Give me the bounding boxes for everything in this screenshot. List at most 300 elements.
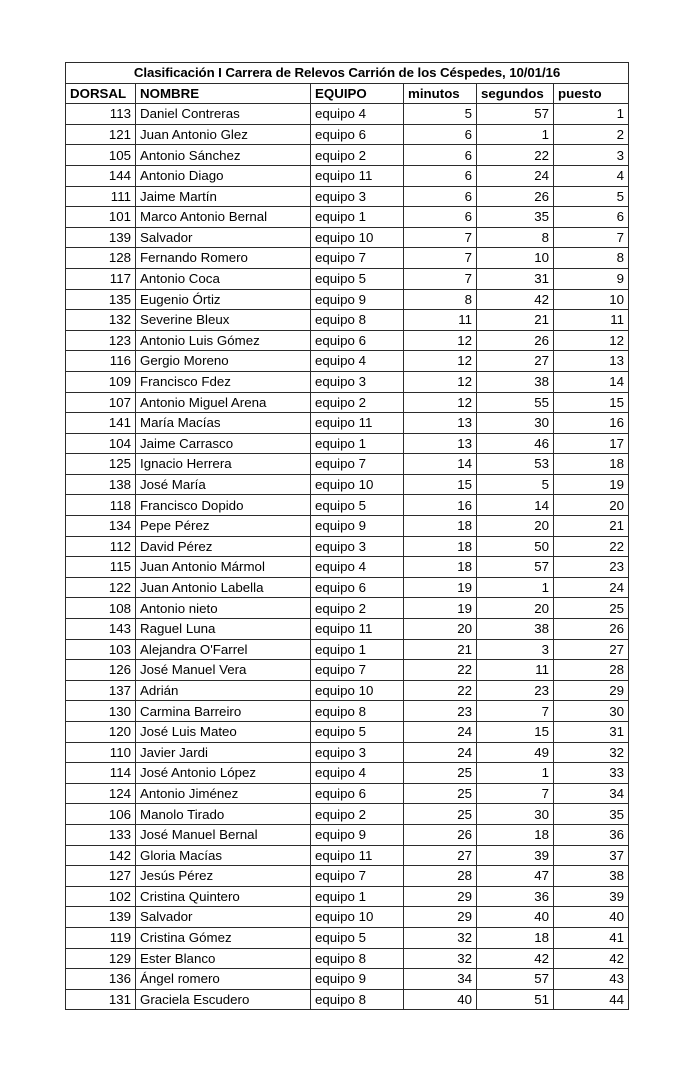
- cell-nombre: José María: [136, 474, 311, 495]
- cell-puesto: 30: [554, 701, 629, 722]
- cell-equipo: equipo 3: [311, 186, 404, 207]
- table-row: [66, 577, 629, 598]
- cell-puesto: 3: [554, 145, 629, 166]
- cell-equipo: equipo 6: [311, 124, 404, 145]
- cell-puesto: 6: [554, 207, 629, 228]
- table-row: [66, 948, 629, 969]
- cell-nombre: Jaime Carrasco: [136, 433, 311, 454]
- column-header-puesto: puesto: [554, 83, 629, 104]
- cell-nombre: Eugenio Órtiz: [136, 289, 311, 310]
- cell-nombre: Marco Antonio Bernal: [136, 207, 311, 228]
- table-row: [66, 907, 629, 928]
- cell-nombre: Antonio Coca: [136, 268, 311, 289]
- cell-dorsal: 110: [66, 742, 136, 763]
- cell-puesto: 39: [554, 886, 629, 907]
- cell-nombre: Salvador: [136, 227, 311, 248]
- cell-nombre: Pepe Pérez: [136, 516, 311, 537]
- cell-puesto: 24: [554, 577, 629, 598]
- cell-nombre: Juan Antonio Labella: [136, 577, 311, 598]
- table-row: [66, 516, 629, 537]
- cell-puesto: 36: [554, 824, 629, 845]
- cell-puesto: 31: [554, 722, 629, 743]
- cell-equipo: equipo 6: [311, 783, 404, 804]
- cell-puesto: 9: [554, 268, 629, 289]
- cell-equipo: equipo 10: [311, 474, 404, 495]
- cell-nombre: Ángel romero: [136, 969, 311, 990]
- cell-puesto: 25: [554, 598, 629, 619]
- cell-segundos: 40: [477, 907, 554, 928]
- cell-nombre: David Pérez: [136, 536, 311, 557]
- cell-equipo: equipo 11: [311, 413, 404, 434]
- cell-nombre: Manolo Tirado: [136, 804, 311, 825]
- cell-minutos: 6: [404, 165, 477, 186]
- cell-puesto: 35: [554, 804, 629, 825]
- cell-equipo: equipo 8: [311, 701, 404, 722]
- cell-segundos: 1: [477, 124, 554, 145]
- cell-equipo: equipo 4: [311, 557, 404, 578]
- cell-puesto: 10: [554, 289, 629, 310]
- cell-segundos: 49: [477, 742, 554, 763]
- table-row: [66, 557, 629, 578]
- cell-equipo: equipo 1: [311, 207, 404, 228]
- cell-segundos: 26: [477, 330, 554, 351]
- cell-nombre: Raguel Luna: [136, 619, 311, 640]
- table-row: [66, 536, 629, 557]
- cell-nombre: Jesús Pérez: [136, 866, 311, 887]
- cell-minutos: 19: [404, 598, 477, 619]
- cell-equipo: equipo 2: [311, 392, 404, 413]
- table-row: [66, 145, 629, 166]
- cell-segundos: 18: [477, 927, 554, 948]
- cell-nombre: Cristina Quintero: [136, 886, 311, 907]
- cell-dorsal: 134: [66, 516, 136, 537]
- cell-segundos: 31: [477, 268, 554, 289]
- cell-minutos: 12: [404, 351, 477, 372]
- cell-segundos: 57: [477, 969, 554, 990]
- cell-puesto: 28: [554, 660, 629, 681]
- cell-puesto: 32: [554, 742, 629, 763]
- cell-equipo: equipo 2: [311, 598, 404, 619]
- cell-equipo: equipo 6: [311, 577, 404, 598]
- cell-segundos: 26: [477, 186, 554, 207]
- column-header-segundos: segundos: [477, 83, 554, 104]
- cell-minutos: 24: [404, 742, 477, 763]
- cell-segundos: 57: [477, 104, 554, 125]
- cell-nombre: Jaime Martín: [136, 186, 311, 207]
- cell-minutos: 29: [404, 886, 477, 907]
- cell-nombre: Cristina Gómez: [136, 927, 311, 948]
- cell-dorsal: 139: [66, 227, 136, 248]
- cell-puesto: 33: [554, 763, 629, 784]
- cell-puesto: 2: [554, 124, 629, 145]
- cell-minutos: 34: [404, 969, 477, 990]
- column-header-nombre: NOMBRE: [136, 83, 311, 104]
- cell-minutos: 6: [404, 207, 477, 228]
- cell-equipo: equipo 7: [311, 866, 404, 887]
- cell-minutos: 6: [404, 124, 477, 145]
- cell-minutos: 22: [404, 680, 477, 701]
- table-row: [66, 886, 629, 907]
- cell-puesto: 11: [554, 310, 629, 331]
- cell-puesto: 8: [554, 248, 629, 269]
- cell-minutos: 13: [404, 413, 477, 434]
- cell-minutos: 13: [404, 433, 477, 454]
- cell-minutos: 16: [404, 495, 477, 516]
- cell-minutos: 12: [404, 371, 477, 392]
- table-row: [66, 927, 629, 948]
- cell-dorsal: 130: [66, 701, 136, 722]
- cell-equipo: equipo 1: [311, 433, 404, 454]
- cell-dorsal: 124: [66, 783, 136, 804]
- cell-puesto: 1: [554, 104, 629, 125]
- cell-nombre: Alejandra O'Farrel: [136, 639, 311, 660]
- cell-dorsal: 107: [66, 392, 136, 413]
- cell-nombre: Juan Antonio Mármol: [136, 557, 311, 578]
- cell-puesto: 19: [554, 474, 629, 495]
- cell-equipo: equipo 10: [311, 907, 404, 928]
- cell-dorsal: 120: [66, 722, 136, 743]
- cell-dorsal: 105: [66, 145, 136, 166]
- cell-minutos: 22: [404, 660, 477, 681]
- cell-segundos: 30: [477, 804, 554, 825]
- cell-equipo: equipo 9: [311, 289, 404, 310]
- cell-segundos: 15: [477, 722, 554, 743]
- cell-dorsal: 103: [66, 639, 136, 660]
- cell-minutos: 28: [404, 866, 477, 887]
- cell-minutos: 20: [404, 619, 477, 640]
- cell-dorsal: 141: [66, 413, 136, 434]
- column-header-equipo: EQUIPO: [311, 83, 404, 104]
- cell-segundos: 18: [477, 824, 554, 845]
- cell-puesto: 12: [554, 330, 629, 351]
- cell-equipo: equipo 8: [311, 948, 404, 969]
- cell-dorsal: 142: [66, 845, 136, 866]
- cell-puesto: 23: [554, 557, 629, 578]
- table-row: [66, 104, 629, 125]
- cell-segundos: 23: [477, 680, 554, 701]
- cell-equipo: equipo 11: [311, 845, 404, 866]
- cell-nombre: José Luis Mateo: [136, 722, 311, 743]
- table-row: [66, 824, 629, 845]
- cell-dorsal: 143: [66, 619, 136, 640]
- cell-equipo: equipo 9: [311, 516, 404, 537]
- cell-minutos: 14: [404, 454, 477, 475]
- cell-nombre: Gloria Macías: [136, 845, 311, 866]
- cell-minutos: 7: [404, 227, 477, 248]
- table-row: [66, 248, 629, 269]
- cell-dorsal: 106: [66, 804, 136, 825]
- cell-minutos: 40: [404, 989, 477, 1010]
- cell-dorsal: 119: [66, 927, 136, 948]
- cell-minutos: 27: [404, 845, 477, 866]
- cell-equipo: equipo 3: [311, 371, 404, 392]
- cell-minutos: 18: [404, 516, 477, 537]
- cell-dorsal: 126: [66, 660, 136, 681]
- cell-equipo: equipo 4: [311, 104, 404, 125]
- table-row: [66, 371, 629, 392]
- cell-nombre: Ignacio Herrera: [136, 454, 311, 475]
- cell-equipo: equipo 2: [311, 804, 404, 825]
- cell-minutos: 32: [404, 927, 477, 948]
- cell-minutos: 25: [404, 763, 477, 784]
- cell-segundos: 5: [477, 474, 554, 495]
- cell-equipo: equipo 10: [311, 680, 404, 701]
- cell-dorsal: 118: [66, 495, 136, 516]
- cell-minutos: 23: [404, 701, 477, 722]
- cell-dorsal: 125: [66, 454, 136, 475]
- cell-dorsal: 121: [66, 124, 136, 145]
- cell-dorsal: 136: [66, 969, 136, 990]
- cell-dorsal: 123: [66, 330, 136, 351]
- cell-segundos: 30: [477, 413, 554, 434]
- cell-equipo: equipo 7: [311, 454, 404, 475]
- table-row: [66, 392, 629, 413]
- cell-equipo: equipo 4: [311, 351, 404, 372]
- cell-dorsal: 135: [66, 289, 136, 310]
- cell-nombre: José Manuel Vera: [136, 660, 311, 681]
- table-row: [66, 351, 629, 372]
- cell-segundos: 42: [477, 289, 554, 310]
- table-row: [66, 598, 629, 619]
- table-row: [66, 165, 629, 186]
- cell-dorsal: 138: [66, 474, 136, 495]
- cell-minutos: 7: [404, 268, 477, 289]
- cell-nombre: José Antonio López: [136, 763, 311, 784]
- table-row: [66, 495, 629, 516]
- classification-table: [65, 62, 629, 1010]
- cell-dorsal: 102: [66, 886, 136, 907]
- cell-segundos: 22: [477, 145, 554, 166]
- cell-nombre: Antonio Miguel Arena: [136, 392, 311, 413]
- cell-puesto: 37: [554, 845, 629, 866]
- cell-nombre: Antonio Sánchez: [136, 145, 311, 166]
- cell-equipo: equipo 5: [311, 927, 404, 948]
- cell-equipo: equipo 11: [311, 165, 404, 186]
- cell-puesto: 17: [554, 433, 629, 454]
- cell-equipo: equipo 2: [311, 145, 404, 166]
- table-row: [66, 413, 629, 434]
- cell-dorsal: 117: [66, 268, 136, 289]
- cell-dorsal: 113: [66, 104, 136, 125]
- table-row: [66, 207, 629, 228]
- cell-nombre: Daniel Contreras: [136, 104, 311, 125]
- cell-puesto: 42: [554, 948, 629, 969]
- cell-segundos: 39: [477, 845, 554, 866]
- cell-nombre: Francisco Dopido: [136, 495, 311, 516]
- cell-segundos: 42: [477, 948, 554, 969]
- cell-segundos: 24: [477, 165, 554, 186]
- cell-dorsal: 139: [66, 907, 136, 928]
- cell-minutos: 5: [404, 104, 477, 125]
- cell-puesto: 13: [554, 351, 629, 372]
- cell-dorsal: 127: [66, 866, 136, 887]
- cell-segundos: 8: [477, 227, 554, 248]
- cell-nombre: Fernando Romero: [136, 248, 311, 269]
- cell-segundos: 53: [477, 454, 554, 475]
- cell-dorsal: 116: [66, 351, 136, 372]
- cell-equipo: equipo 4: [311, 763, 404, 784]
- cell-dorsal: 104: [66, 433, 136, 454]
- cell-minutos: 18: [404, 557, 477, 578]
- cell-segundos: 47: [477, 866, 554, 887]
- cell-equipo: equipo 1: [311, 886, 404, 907]
- cell-minutos: 32: [404, 948, 477, 969]
- cell-segundos: 10: [477, 248, 554, 269]
- table-header: [66, 63, 629, 104]
- table-row: [66, 289, 629, 310]
- table-row: [66, 989, 629, 1010]
- cell-segundos: 20: [477, 516, 554, 537]
- cell-equipo: equipo 9: [311, 824, 404, 845]
- cell-puesto: 15: [554, 392, 629, 413]
- cell-dorsal: 111: [66, 186, 136, 207]
- cell-segundos: 46: [477, 433, 554, 454]
- cell-segundos: 57: [477, 557, 554, 578]
- cell-nombre: Graciela Escudero: [136, 989, 311, 1010]
- cell-minutos: 8: [404, 289, 477, 310]
- cell-puesto: 29: [554, 680, 629, 701]
- cell-equipo: equipo 7: [311, 660, 404, 681]
- cell-segundos: 1: [477, 763, 554, 784]
- table-title-row: [66, 63, 629, 84]
- cell-nombre: Ester Blanco: [136, 948, 311, 969]
- cell-puesto: 20: [554, 495, 629, 516]
- table-body: [66, 104, 629, 1010]
- cell-equipo: equipo 5: [311, 495, 404, 516]
- cell-dorsal: 108: [66, 598, 136, 619]
- cell-minutos: 6: [404, 186, 477, 207]
- table-row: [66, 227, 629, 248]
- results-table-container: [65, 62, 628, 1010]
- cell-minutos: 18: [404, 536, 477, 557]
- cell-segundos: 36: [477, 886, 554, 907]
- cell-segundos: 38: [477, 619, 554, 640]
- cell-segundos: 1: [477, 577, 554, 598]
- cell-equipo: equipo 9: [311, 969, 404, 990]
- table-row: [66, 619, 629, 640]
- cell-nombre: Salvador: [136, 907, 311, 928]
- table-row: [66, 433, 629, 454]
- cell-nombre: Carmina Barreiro: [136, 701, 311, 722]
- cell-equipo: equipo 11: [311, 619, 404, 640]
- cell-dorsal: 133: [66, 824, 136, 845]
- cell-nombre: Juan Antonio Glez: [136, 124, 311, 145]
- cell-puesto: 41: [554, 927, 629, 948]
- cell-segundos: 21: [477, 310, 554, 331]
- cell-segundos: 20: [477, 598, 554, 619]
- cell-puesto: 16: [554, 413, 629, 434]
- cell-minutos: 29: [404, 907, 477, 928]
- cell-puesto: 22: [554, 536, 629, 557]
- cell-dorsal: 114: [66, 763, 136, 784]
- cell-dorsal: 101: [66, 207, 136, 228]
- cell-dorsal: 128: [66, 248, 136, 269]
- cell-equipo: equipo 8: [311, 989, 404, 1010]
- cell-puesto: 44: [554, 989, 629, 1010]
- cell-equipo: equipo 5: [311, 722, 404, 743]
- cell-nombre: Javier Jardi: [136, 742, 311, 763]
- table-row: [66, 268, 629, 289]
- cell-puesto: 40: [554, 907, 629, 928]
- cell-minutos: 12: [404, 330, 477, 351]
- table-row: [66, 783, 629, 804]
- cell-segundos: 11: [477, 660, 554, 681]
- cell-segundos: 27: [477, 351, 554, 372]
- cell-puesto: 34: [554, 783, 629, 804]
- cell-puesto: 43: [554, 969, 629, 990]
- cell-dorsal: 132: [66, 310, 136, 331]
- cell-nombre: Severine Bleux: [136, 310, 311, 331]
- cell-segundos: 7: [477, 701, 554, 722]
- table-row: [66, 680, 629, 701]
- cell-dorsal: 144: [66, 165, 136, 186]
- table-row: [66, 186, 629, 207]
- cell-dorsal: 131: [66, 989, 136, 1010]
- cell-puesto: 14: [554, 371, 629, 392]
- cell-minutos: 24: [404, 722, 477, 743]
- cell-segundos: 14: [477, 495, 554, 516]
- cell-puesto: 4: [554, 165, 629, 186]
- table-row: [66, 701, 629, 722]
- cell-dorsal: 112: [66, 536, 136, 557]
- column-header-row: [66, 83, 629, 104]
- cell-dorsal: 115: [66, 557, 136, 578]
- cell-minutos: 25: [404, 804, 477, 825]
- table-row: [66, 866, 629, 887]
- cell-segundos: 50: [477, 536, 554, 557]
- cell-nombre: Francisco Fdez: [136, 371, 311, 392]
- table-row: [66, 845, 629, 866]
- cell-minutos: 19: [404, 577, 477, 598]
- table-row: [66, 639, 629, 660]
- table-row: [66, 124, 629, 145]
- cell-puesto: 5: [554, 186, 629, 207]
- cell-nombre: Antonio Diago: [136, 165, 311, 186]
- cell-equipo: equipo 6: [311, 330, 404, 351]
- column-header-minutos: minutos: [404, 83, 477, 104]
- cell-nombre: José Manuel Bernal: [136, 824, 311, 845]
- cell-minutos: 12: [404, 392, 477, 413]
- cell-nombre: Gergio Moreno: [136, 351, 311, 372]
- cell-dorsal: 137: [66, 680, 136, 701]
- cell-segundos: 51: [477, 989, 554, 1010]
- cell-minutos: 6: [404, 145, 477, 166]
- cell-minutos: 15: [404, 474, 477, 495]
- cell-puesto: 18: [554, 454, 629, 475]
- cell-dorsal: 109: [66, 371, 136, 392]
- cell-segundos: 35: [477, 207, 554, 228]
- cell-equipo: equipo 3: [311, 536, 404, 557]
- cell-segundos: 38: [477, 371, 554, 392]
- cell-nombre: María Macías: [136, 413, 311, 434]
- page-title: Clasificación I Carrera de Relevos Carrión de los Céspedes, 10/01/16: [66, 63, 629, 84]
- table-row: [66, 969, 629, 990]
- cell-nombre: Antonio Jiménez: [136, 783, 311, 804]
- cell-equipo: equipo 3: [311, 742, 404, 763]
- cell-equipo: equipo 7: [311, 248, 404, 269]
- table-row: [66, 804, 629, 825]
- column-header-dorsal: DORSAL: [66, 83, 136, 104]
- cell-equipo: equipo 8: [311, 310, 404, 331]
- cell-nombre: Antonio nieto: [136, 598, 311, 619]
- table-row: [66, 660, 629, 681]
- cell-dorsal: 122: [66, 577, 136, 598]
- cell-segundos: 3: [477, 639, 554, 660]
- cell-segundos: 7: [477, 783, 554, 804]
- cell-equipo: equipo 1: [311, 639, 404, 660]
- table-row: [66, 454, 629, 475]
- cell-segundos: 55: [477, 392, 554, 413]
